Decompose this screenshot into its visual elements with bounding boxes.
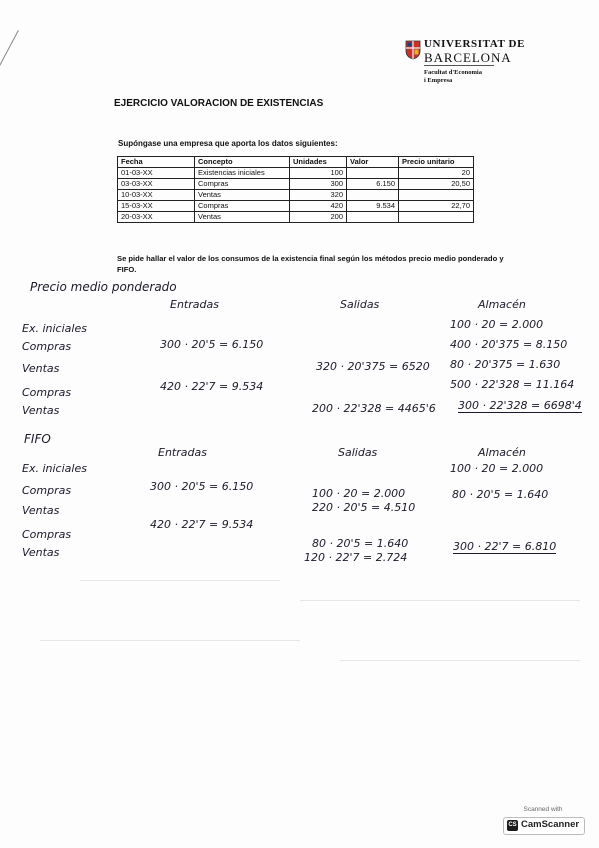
table-row [118,168,474,179]
pmp-almacen: 80 · 20'375 = 1.630 [450,358,561,371]
pmp-salida: 320 · 20'375 = 6520 [316,360,430,373]
fifo-entrada: 300 · 20'5 = 6.150 [150,480,254,493]
table-cell: 100 [290,168,347,179]
table-cell: Ventas [195,190,290,201]
table-cell: 15-03-XX [118,201,195,212]
fifo-almacen: 100 · 20 = 2.000 [450,462,544,475]
pmp-heading: Precio medio ponderado [30,280,177,294]
fifo-row-label: Ventas [22,546,60,559]
table-row [118,212,474,223]
fifo-col-entradas: Entradas [158,446,207,459]
table-cell [347,168,399,179]
pmp-row-label: Compras [22,386,72,399]
fifo-row-label: Compras [22,484,72,497]
pmp-col-entradas: Entradas [170,298,219,311]
table-cell: 420 [290,201,347,212]
bleed-through-line [300,600,580,601]
faculty-name [424,69,482,85]
fifo-almacen-final: 300 · 22'7 = 6.810 [453,540,557,553]
bleed-through-line [40,640,300,641]
pmp-row-label: Ex. iniciales [22,322,87,335]
inventory-table [117,156,474,223]
table-cell: 20 [399,168,474,179]
intro-text: Supóngase una empresa que aporta los datos siguientes: [118,139,338,148]
table-cell: 200 [290,212,347,223]
bleed-through-line [340,660,580,661]
table-header-row [118,157,474,168]
fifo-heading: FIFO [24,432,51,446]
fifo-col-almacen: Almacén [478,446,526,459]
table-header: Precio unitario [399,157,474,168]
pmp-almacen: 100 · 20 = 2.000 [450,318,544,331]
table-header: Valor [347,157,399,168]
table-cell [399,212,474,223]
table-cell: Ventas [195,212,290,223]
fifo-salida: 120 · 22'7 = 2.724 [304,551,408,564]
faculty-line2: i Empresa [424,77,453,84]
camscanner-badge [501,806,585,838]
table-header: Unidades [290,157,347,168]
fifo-almacen: 80 · 20'5 = 1.640 [452,488,549,501]
fifo-col-salidas: Salidas [338,446,378,459]
table-cell: 6.150 [347,179,399,190]
camscanner-icon: CS [507,820,518,831]
fifo-salida: 80 · 20'5 = 1.640 [312,537,409,550]
table-cell: Compras [195,201,290,212]
pmp-col-almacen: Almacén [478,298,526,311]
pmp-entrada: 420 · 22'7 = 9.534 [160,380,264,393]
task-statement: Se pide hallar el valor de los consumos de la existencia final según los métodos precio medio ponderado y FIFO. [117,254,504,274]
pmp-almacen: 500 · 22'328 = 11.164 [450,378,575,391]
fifo-row-label: Compras [22,528,72,541]
table-cell: 300 [290,179,347,190]
exercise-title: EJERCICIO VALORACION DE EXISTENCIAS [114,98,324,109]
scanned-with-label: Scanned with [523,806,563,813]
table-cell: Existencias iniciales [195,168,290,179]
table-header: Concepto [195,157,290,168]
pmp-salida: 200 · 22'328 = 4465'6 [312,402,436,415]
table-cell [347,212,399,223]
table-cell: 20-03-XX [118,212,195,223]
fifo-salida: 220 · 20'5 = 4.510 [312,501,416,514]
fifo-row-label: Ventas [22,504,60,517]
pmp-row-label: Ventas [22,362,60,375]
crest-icon [405,40,421,60]
pmp-row-label: Ventas [22,404,60,417]
fifo-salida: 100 · 20 = 2.000 [312,487,406,500]
table-cell: 22,70 [399,201,474,212]
table-cell [399,190,474,201]
table-header: Fecha [118,157,195,168]
faculty-line1: Facultat d'Economia [424,69,482,76]
camscanner-label: CamScanner [521,819,580,830]
table-cell [347,190,399,201]
logo-divider [424,65,494,66]
fifo-row-label: Ex. iniciales [22,462,87,475]
fifo-entrada: 420 · 22'7 = 9.534 [150,518,254,531]
table-row [118,201,474,212]
table-row [118,190,474,201]
table-row [118,179,474,190]
pmp-almacen-final: 300 · 22'328 = 6698'4 [458,399,582,412]
table-cell: 10-03-XX [118,190,195,201]
university-name-line2: BARCELONA [424,50,512,65]
page-fold-mark [0,0,60,110]
pmp-row-label: Compras [22,340,72,353]
table-cell: 320 [290,190,347,201]
bleed-through-line [80,580,280,581]
camscanner-logo-box [503,817,585,835]
table-cell: 03-03-XX [118,179,195,190]
table-cell: 9.534 [347,201,399,212]
table-cell: 01-03-XX [118,168,195,179]
pmp-almacen: 400 · 20'375 = 8.150 [450,338,568,351]
pmp-col-salidas: Salidas [340,298,380,311]
university-name-line1: UNIVERSITAT DE [424,38,526,50]
table-cell: 20,50 [399,179,474,190]
pmp-entrada: 300 · 20'5 = 6.150 [160,338,264,351]
table-cell: Compras [195,179,290,190]
